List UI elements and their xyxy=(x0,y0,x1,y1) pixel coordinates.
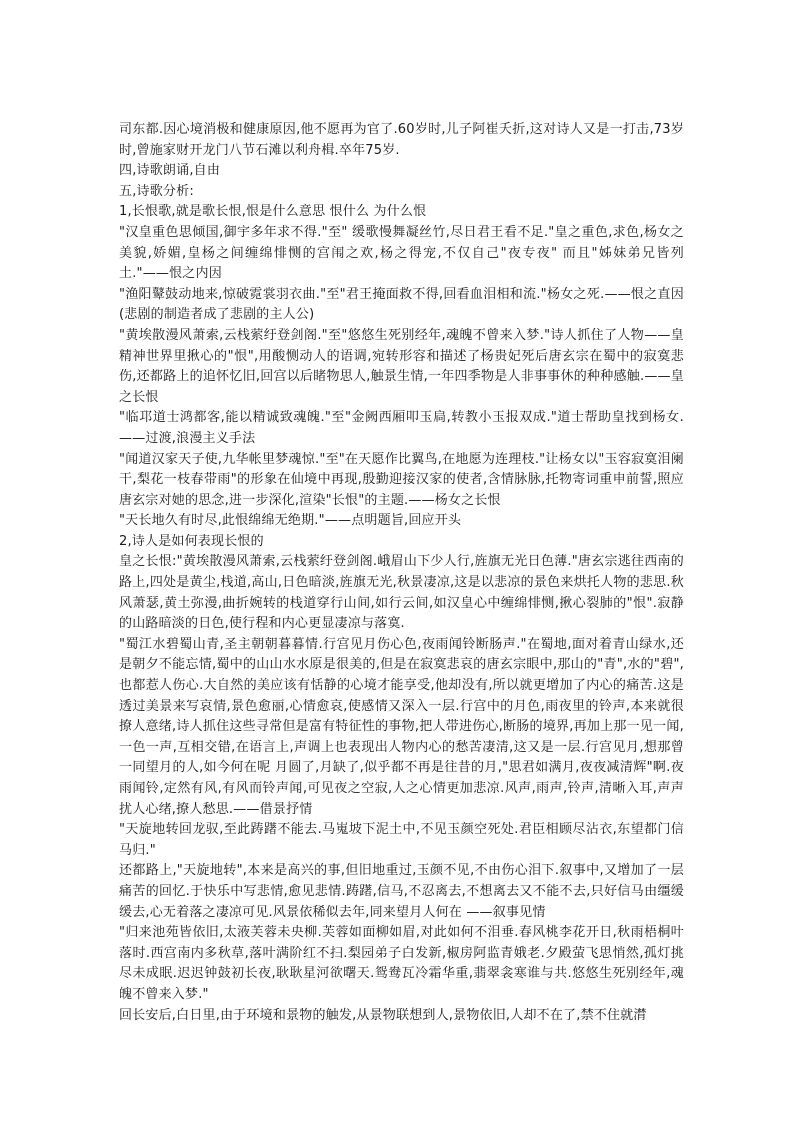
paragraph-15: 还都路上,"天旋地转",本来是高兴的事,但旧地重过,玉颜不见,不由伤心泪下.叙事中,又增加了一层痛苦的回忆.于快乐中写悲情,愈见悲情.踌躇,信马,不忍离去,不想离去又不能不去,只好信马由缰缓缓去,心无着落之凄凉可见.风景依稀似去年,同来望月人何在 ——叙事见情 xyxy=(119,863,684,920)
paragraph-4: 1,长恨歌,就是歌长恨,恨是什么意思 恨什么 为什么恨 xyxy=(119,204,427,220)
paragraph-5: "汉皇重色思倾国,御宇多年求不得."至" 缓歌慢舞凝丝竹,尽日君王看不足."皇之重色,求色,杨女之美貌,娇媚,皇杨之间缠绵悱恻的宫闱之欢,杨之得宠,不仅自己"夜专夜" 而且"姊妹弟兄皆列土."——恨之内因 xyxy=(119,224,684,282)
paragraph-7: "黄埃散漫风萧索,云栈萦纡登剑阁."至"悠悠生死别经年,魂魄不曾来入梦."诗人抓住了人物——皇精神世界里揪心的"恨",用酸恻动人的语调,宛转形容和描述了杨贵妃死后唐玄宗在蜀中的寂寞悲伤,还都路上的追怀忆旧,回宫以后睹物思人,触景生情,一年四季物是人非事事休的种种感触.——皇之长恨 xyxy=(119,327,684,405)
document-page xyxy=(119,120,684,1026)
paragraph-6: "渔阳鼙鼓动地来,惊破霓裳羽衣曲."至"君王掩面救不得,回看血泪相和流."杨女之死.——恨之直因(悲剧的制造者成了悲剧的主人公) xyxy=(119,286,684,323)
paragraph-16: "归来池苑皆依旧,太液芙蓉未央柳.芙蓉如面柳如眉,对此如何不泪垂.春风桃李花开日,秋雨梧桐叶落时.西宫南内多秋草,落叶满阶红不扫.梨园弟子白发新,椒房阿监青娥老.夕殿萤飞思悄然,孤灯挑尽未成眠.迟迟钟鼓初长夜,耿耿星河欲曙天.鸳鸯瓦冷霜华重,翡翠衾寒谁与共.悠悠生死别经年,魂魄不曾来入梦." xyxy=(119,925,684,1002)
paragraph-12: 皇之长恨:"黄埃散漫风萧索,云栈萦纡登剑阁.峨眉山下少人行,旌旗无光日色薄."唐玄宗逃往西南的路上,四处是黄尘,栈道,高山,日色暗淡,旌旗无光,秋景凄凉,这是以悲凉的景色来烘托人物的悲思.秋风萧瑟,黄土弥漫,曲折婉转的栈道穿行山间,如行云间,如汉皇心中缠绵悱恻,揪心裂肺的"恨".寂静的山路暗淡的日色,使行程和内心更显凄凉与落寞. xyxy=(119,554,684,632)
paragraph-10: "天长地久有时尽,此恨绵绵无绝期."——点明题旨,回应开头 xyxy=(119,513,462,529)
paragraph-17: 回长安后,白日里,由于环境和景物的触发,从景物联想到人,景物依旧,人却不在了,禁不住就潸 xyxy=(119,1007,647,1023)
paragraph-9: "闻道汉家天子使,九华帐里梦魂惊."至"在天愿作比翼鸟,在地愿为连理枝."让杨女以"玉容寂寞泪阑干,梨花一枝春带雨"的形象在仙境中再现,殷勤迎接汉家的使者,含情脉脉,托物寄词重申前誓,照应唐玄宗对她的思念,进一步深化,渲染"长恨"的主题.——杨女之长恨 xyxy=(119,451,684,508)
paragraph-8: "临邛道士鸿都客,能以精诚致魂魄."至"金阙西厢叩玉扃,转教小玉报双成."道士帮助皇找到杨女.——过渡,浪漫主义手法 xyxy=(119,410,684,446)
paragraph-13: "蜀江水碧蜀山青,圣主朝朝暮暮情.行宫见月伤心色,夜雨闻铃断肠声."在蜀地,面对着青山绿水,还是朝夕不能忘情,蜀中的山山水水原是很美的,但是在寂寞悲哀的唐玄宗眼中,那山的"青",水的"碧",也都惹人伤心.大自然的美应该有恬静的心境才能享受,他却没有,所以就更增加了内心的痛苦.这是透过美景来写哀情,景色愈丽,心情愈哀,使感情又深入一层.行宫中的月色,雨夜里的铃声,本来就很撩人意绪,诗人抓住这些寻常但是富有特征性的事物,把人带进伤心,断肠的境界,再加上那一见一闻,一色一声,互相交错,在语言上,声调上也表现出人物内心的愁苦凄清,这又是一层.行宫见月,想那曾一同望月的人,如今何在呢 月圆了,月缺了,似乎都不再是往昔的月,"思君如满月,夜夜减清辉"啊.夜雨闻铃,定然有风,有风而铃声闻,可见夜之空寂,人之心情更加悲凉.风声,雨声,铃声,清晰入耳,声声扰人心绪,撩人愁思.——借景抒情 xyxy=(119,636,684,817)
paragraph-14: "天旋地转回龙驭,至此踌躇不能去.马嵬坡下泥土中,不见玉颜空死处.君臣相顾尽沾衣,东望都门信马归." xyxy=(119,822,684,858)
paragraph-11: 2,诗人是如何表现长恨的 xyxy=(119,533,264,549)
paragraph-3: 五,诗歌分析: xyxy=(119,183,194,199)
paragraph-1: 司东都.因心境消极和健康原因,他不愿再为官了.60岁时,儿子阿崔夭折,这对诗人又是一打击,73岁时,曾施家财开龙门八节石滩以利舟楫.卒年75岁. xyxy=(119,122,684,158)
paragraph-2: 四,诗歌朗诵,自由 xyxy=(119,163,221,179)
